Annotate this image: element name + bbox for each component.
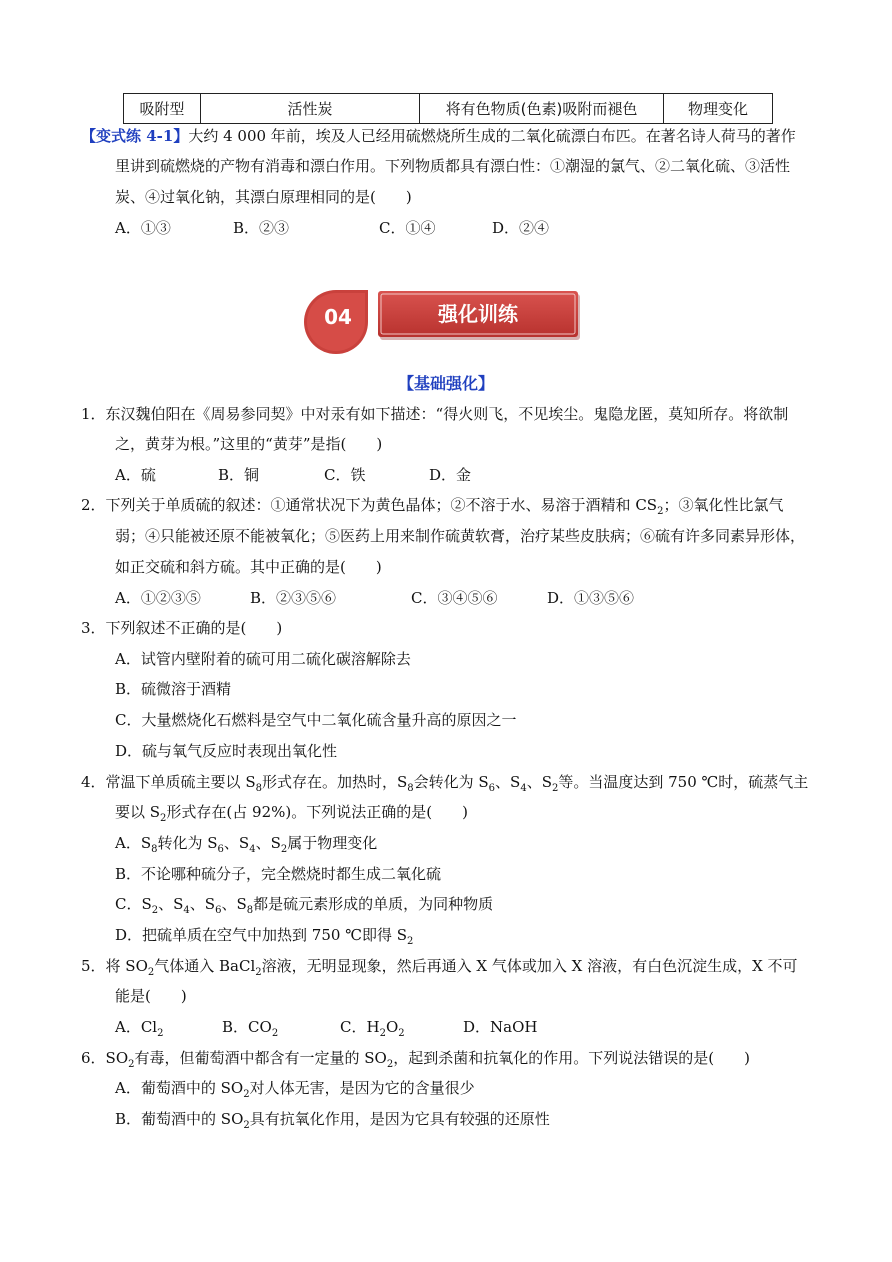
q6-a-t2: 对人体无害，是因为它的含量很少 [249,1079,475,1097]
q2-option-a: A．①②③⑤ [115,589,201,607]
q6-b-s: 2 [243,1120,250,1131]
option-d: D．②④ [492,219,550,237]
q5-c-s1: 2 [379,1028,386,1039]
table-cell-type: 吸附型 [124,94,201,124]
table-row [124,94,773,124]
table-cell-substance: 活性炭 [201,94,420,124]
q6-t2: 有毒，但葡萄酒中都含有一定量的 SO [134,1049,387,1067]
q1-option-b: B．铜 [218,466,260,484]
q4-t6: 形式存在(占 92%)。下列说法正确的是( ) [166,803,468,821]
banner-title: 强化训练 [438,302,518,326]
q3-option-d: D．硫与氧气反应时表现出氧化性 [115,742,338,760]
q6-s2: 2 [386,1059,394,1070]
q4-c-s6: 6 [215,905,222,916]
q4-c-s4: 4 [183,905,190,916]
q5-s2b: 2 [255,967,262,978]
q6-option-a [115,1077,475,1099]
q4-c-sep1: 、S [158,895,184,913]
q2-option-d: D．①③⑤⑥ [547,589,635,607]
q4-t3: 会转化为 S [413,773,489,791]
exercise-line-1 [81,125,796,147]
q5-t3: 溶液，无明显现象，然后再通入 X 气体或加入 X 溶液，有白色沉淀生成，X 不可 [261,957,798,975]
q2-text-1-end: ；③氧化性比氯气 [663,496,784,514]
q4-a-t3: 属于物理变化 [287,834,378,852]
q4-option-d [115,924,413,946]
q4-sub-8b: 8 [407,783,414,794]
table-cell-change: 物理变化 [664,94,773,124]
q3-option-a: A．试管内壁附着的硫可用二硫化碳溶解除去 [115,650,411,668]
q4-sub-2b: 2 [160,813,167,824]
section-banner [302,286,582,354]
q6-t1: 6．SO [81,1049,129,1067]
q2-sub: 2 [657,506,664,517]
q4-sub-6: 6 [488,783,496,794]
q4-d-s2: 2 [407,936,414,947]
q4-d-t1: D．把硫单质在空气中加热到 750 ℃即得 S [115,926,408,944]
q5-a-t: A．Cl [115,1018,158,1036]
q4-a-t2: 转化为 S [157,834,218,852]
exercise-line-3: 炭、④过氧化钠，其漂白原理相同的是( ) [115,188,412,206]
q1-option-c: C．铁 [324,466,366,484]
q4-sub-8: 8 [255,783,262,794]
q4-c-t1: C．S [115,895,152,913]
q2-text-1: 2．下列关于单质硫的叙述：①通常状况下为黄色晶体；②不溶于水、易溶于酒精和 CS [81,496,658,514]
q5-c-t2: O [385,1018,399,1036]
table-cell-principle: 将有色物质(色素)吸附而褪色 [420,94,664,124]
q5-c-s2: 2 [398,1028,405,1039]
q4-a-s4: 4 [249,844,256,855]
q4-t4: 等。当温度达到 750 ℃时，硫蒸气主 [558,773,809,791]
q4-t1: 4．常温下单质硫主要以 S [81,773,256,791]
q4-c-s2: 2 [151,905,159,916]
q1-option-a: A．硫 [115,466,156,484]
q4-sep1: 、S [495,773,521,791]
q4-c-t2: 都是硫元素形成的单质，为同种物质 [253,895,494,913]
q5-c-t1: C．H [340,1018,380,1036]
q4-a-s8: 8 [151,844,158,855]
q5-option-c [340,1016,405,1038]
q5-b-t: B．CO [222,1018,272,1036]
q6-a-s: 2 [243,1089,250,1100]
q4-option-b: B．不论哪种硫分子，完全燃烧时都生成二氧化硫 [115,865,442,883]
q4-c-sep3: 、S [221,895,247,913]
q6-s1: 2 [128,1059,135,1070]
banner-number: 04 [324,305,352,329]
q4-sub-4: 4 [520,783,527,794]
exercise-text-1: 大约 4 000 年前，埃及人已经用硫燃烧所生成的二氧化硫漂白布匹。在著名诗人荷马的著作 [188,127,796,145]
q2-option-b: B．②③⑤⑥ [250,589,337,607]
q2-line-1 [81,494,783,516]
q6-option-b [115,1108,550,1130]
q2-line-2: 弱；④只能被还原不能被氧化；⑤医药上用来制作硫黄软膏，治疗某些皮肤病；⑥硫有许多同素异形体， [115,527,806,545]
q4-c-s8: 8 [246,905,254,916]
subheading: 【基础强化】 [397,374,494,393]
q4-sep2: 、S [526,773,552,791]
q5-option-a [115,1016,163,1038]
q5-t1: 5．将 SO [81,957,148,975]
q1-line-1: 1．东汉魏伯阳在《周易参同契》中对汞有如下描述：“得火则飞，不见埃尘。鬼隐龙匿，莫知所存。将欲制 [81,405,789,423]
q4-a-sep2: 、S [255,834,281,852]
q4-option-c [115,893,493,915]
exercise-line-2: 里讲到硫燃烧的产物有消毒和漂白作用。下列物质都具有漂白性：①潮湿的氯气、②二氧化硫、③活性 [115,157,791,175]
option-c: C．①④ [379,219,436,237]
q5-s2: 2 [147,967,155,978]
q2-line-3: 如正交硫和斜方硫。其中正确的是( ) [115,558,382,576]
q6-a-t1: A．葡萄酒中的 SO [115,1079,244,1097]
q5-a-s: 2 [157,1028,164,1039]
q4-t5: 要以 S [115,803,161,821]
q4-a-s6: 6 [217,844,224,855]
q6-line-1 [81,1047,750,1069]
option-a: A．①③ [115,219,171,237]
q6-b-t1: B．葡萄酒中的 SO [115,1110,244,1128]
q5-t2: 气体通入 BaCl [154,957,256,975]
q5-line-2: 能是( ) [115,987,187,1005]
q4-a-sep1: 、S [223,834,250,852]
q1-option-d: D．金 [429,466,472,484]
q5-b-s: 2 [271,1028,279,1039]
q4-t2: 形式存在。加热时，S [261,773,408,791]
q3-option-c: C．大量燃烧化石燃料是空气中二氧化硫含量升高的原因之一 [115,711,517,729]
q4-c-sep2: 、S [189,895,216,913]
q6-t3: ，起到杀菌和抗氧化的作用。下列说法错误的是( ) [393,1049,750,1067]
q4-sub-2: 2 [551,783,559,794]
q3-option-b: B．硫微溶于酒精 [115,680,232,698]
q5-option-d: D．NaOH [463,1018,538,1036]
q4-line-1 [81,771,808,793]
exercise-tag: 【变式练 4-1】 [81,127,189,145]
q1-line-2: 之，黄芽为根。”这里的“黄芽”是指( ) [115,435,383,453]
q5-option-b [222,1016,278,1038]
option-b: B．②③ [233,219,290,237]
q4-a-s2: 2 [280,844,288,855]
q4-a-t1: A．S [115,834,152,852]
q3-line-1: 3．下列叙述不正确的是( ) [81,619,283,637]
adsorption-table [123,93,773,124]
q6-b-t2: 具有抗氧化作用，是因为它具有较强的还原性 [249,1110,550,1128]
q5-line-1 [81,955,798,977]
q4-line-2 [115,801,468,823]
q4-option-a [115,832,377,854]
q2-option-c: C．③④⑤⑥ [411,589,498,607]
